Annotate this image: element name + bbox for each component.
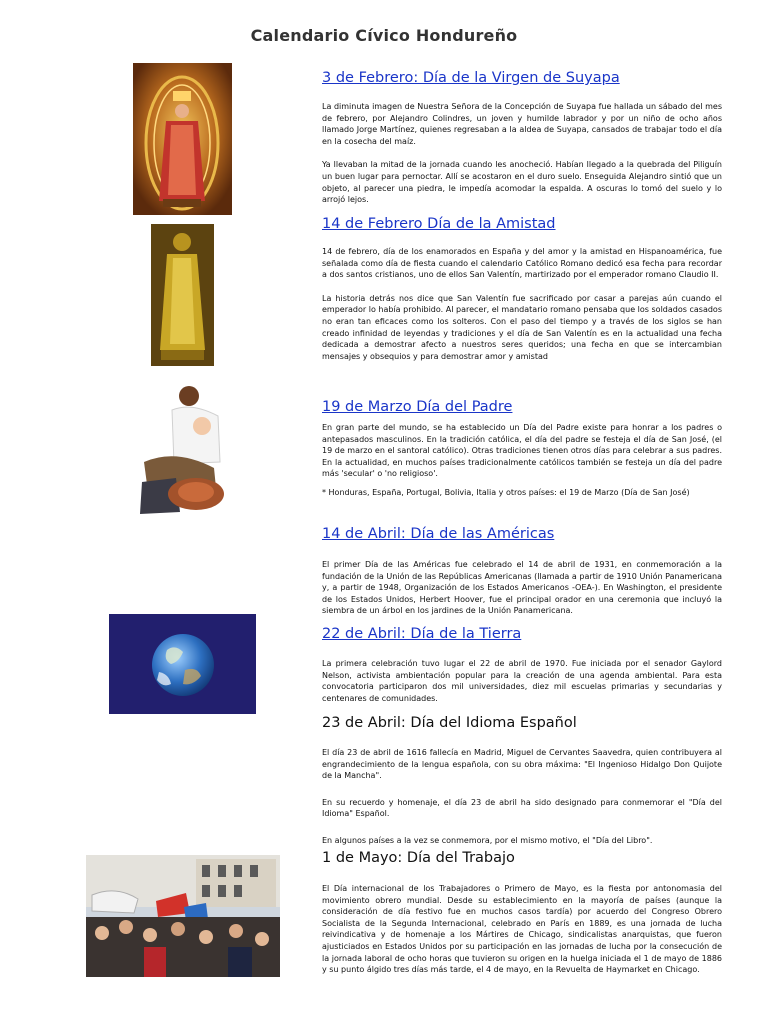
section-dia-trabajo: [322, 849, 722, 976]
section-dia-idioma: [322, 714, 722, 847]
section-dia-tierra: [322, 625, 722, 704]
section-heading: 1 de Mayo: Día del Trabajo: [322, 850, 515, 866]
section-heading: [322, 398, 722, 416]
section-dia-padre: [322, 398, 722, 499]
section-heading: [322, 69, 722, 87]
section-heading: [322, 625, 722, 643]
paragraph: El Día internacional de los Trabajadores o Primero de Mayo, es la fiesta por antonomasia del movimiento obrero mundial. Desde su establecimiento en la mayoría de países (aunque la consideración de día festivo fue en muchos casos tardía) por acuerdo del Congreso Obrero Socialista de la Segunda Internacional, celebrado en París en 1889, es una jornada de lucha reivindicativa y de homenaje a los Mártires de Chicago, sindicalistas anarquistas, que fueron ajusticiados en Estados Unidos por su participación en las jornadas de lucha por la consecución de la jornada laboral de ocho horas que tuvieron su origen en la huelga iniciada el 1 de mayo de 1886 y su punto álgido tres días más tarde, el 4 de mayo, en la Revuelta de Haymarket en Chicago.: [322, 884, 722, 975]
paragraph: Ya llevaban la mitad de la jornada cuando les anocheció. Habían llegado a la quebrada del Piliguín un buen lugar para pernoctar. Allí se acostaron en el duro suelo. Enseguida Alejandro sintió que un objeto, al parecer una piedra, le impedía acomodar la espalda. A oscuras lo tomó del suelo y lo arrojó lejos.: [322, 160, 722, 205]
paragraph: La primera celebración tuvo lugar el 22 de abril de 1970. Fue iniciada por el senador Gaylord Nelson, activista ambientación popular para la creación de una agenda ambiental. Para esta convocatoria participaron dos mil universidades, diez mil escuelas primarias y secundarias y centenares de comunidades.: [322, 659, 722, 703]
section-dia-amistad: [322, 215, 722, 362]
paragraph: En su recuerdo y homenaje, el día 23 de abril ha sido designado para conmemorar el "Día del Idioma" Español.: [322, 797, 722, 819]
paragraph: La diminuta imagen de Nuestra Señora de la Concepción de Suyapa fue hallada un sábado del mes de febrero, por Alejandro Colindres, un joven y humilde labrador y por un niño de ocho años llamado Jorge Martínez, quienes regresaban a la aldea de Suyapa, cansados de trabajar todo el día en la cosecha del maíz.: [322, 102, 722, 146]
saint-valentine-image: [151, 224, 214, 366]
earth-image: [109, 614, 256, 714]
page-title: Calendario Cívico Hondureño: [250, 26, 518, 45]
dia-tierra-link[interactable]: 22 de Abril: Día de la Tierra: [322, 626, 522, 642]
section-virgen-suyapa: [322, 69, 722, 206]
section-heading: [322, 525, 722, 543]
dia-amistad-link[interactable]: 14 de Febrero Día de la Amistad: [322, 216, 556, 232]
footnote: * Honduras, España, Portugal, Bolivia, Italia y otros países: el 19 de Marzo (Día de San José): [322, 487, 690, 497]
paragraph: En gran parte del mundo, se ha establecido un Día del Padre existe para honrar a los padres o antepasados masculinos. En la tradición católica, el día del padre se festeja el día de San José, (el 19 de marzo en el santoral católico). Otras tradiciones tienen otros días para celebrar a sus padres. En la actualidad, en muchos países tradicionalmente católicos también se festeja un día del padre más 'secular' o 'no religioso'.: [322, 423, 722, 479]
virgin-of-suyapa-image: [133, 63, 232, 215]
paragraph: El día 23 de abril de 1616 fallecía en Madrid, Miguel de Cervantes Saavedra, quien contribuyera al engrandecimiento de la lengua española, con su obra máxima: "El Ingenioso Hidalgo Don Quijote de la Mancha".: [322, 748, 722, 781]
paragraph: La historia detrás nos dice que San Valentín fue sacrificado por casar a parejas aún cuando el emperador lo había prohibido. Al parecer, el mandatario romano pensaba que los soldados casados no eran tan eficaces como los solteros. Con el paso del tiempo y a través de los siglos se han creado infinidad de leyendas y tradiciones y el día de San Valentín es en la actualidad una fecha dedicada a demostrar afecto a nuestros seres queridos; una fecha en que se intercambian mensajes y obsequios y para demostrar amor y amistad: [322, 293, 722, 361]
section-dia-americas: [322, 525, 722, 617]
dia-padre-link[interactable]: 19 de Marzo Día del Padre: [322, 399, 513, 415]
paragraph: 14 de febrero, día de los enamorados en España y del amor y la amistad en Hispanoamérica, fue señalada como día de fiesta cuando el calendario Católico Romano dedicó esa fecha para recordar a dos santos cristianos, uno de ellos San Valentín, martirizado por el emperador romano Claudio II.: [322, 247, 722, 280]
paragraph: El primer Día de las Américas fue celebrado el 14 de abril de 1931, en conmemoración a la fundación de la Unión de las Repúblicas Americanas (llamada a partir de 1910 Unión Panamericana y, a partir de 1948, Organización de los Estados Americanos -OEA-). En Washington, el presidente de los Estados Unidos, Herbert Hoover, fue el principal orador en una ceremonia que incluyó la siembra de un árbol en los jardines de la Unión Panamericana.: [322, 560, 722, 616]
paragraph: En algunos países a la vez se conmemora, por el mismo motivo, el "Día del Libro".: [322, 835, 653, 845]
father-and-son-image: [136, 382, 229, 516]
dia-americas-link[interactable]: 14 de Abril: Día de las Américas: [322, 526, 555, 542]
virgen-suyapa-link[interactable]: 3 de Febrero: Día de la Virgen de Suyapa: [322, 70, 620, 86]
section-heading: [322, 215, 722, 233]
section-heading: 23 de Abril: Día del Idioma Español: [322, 715, 577, 731]
labor-day-crowd-image: [86, 855, 280, 977]
